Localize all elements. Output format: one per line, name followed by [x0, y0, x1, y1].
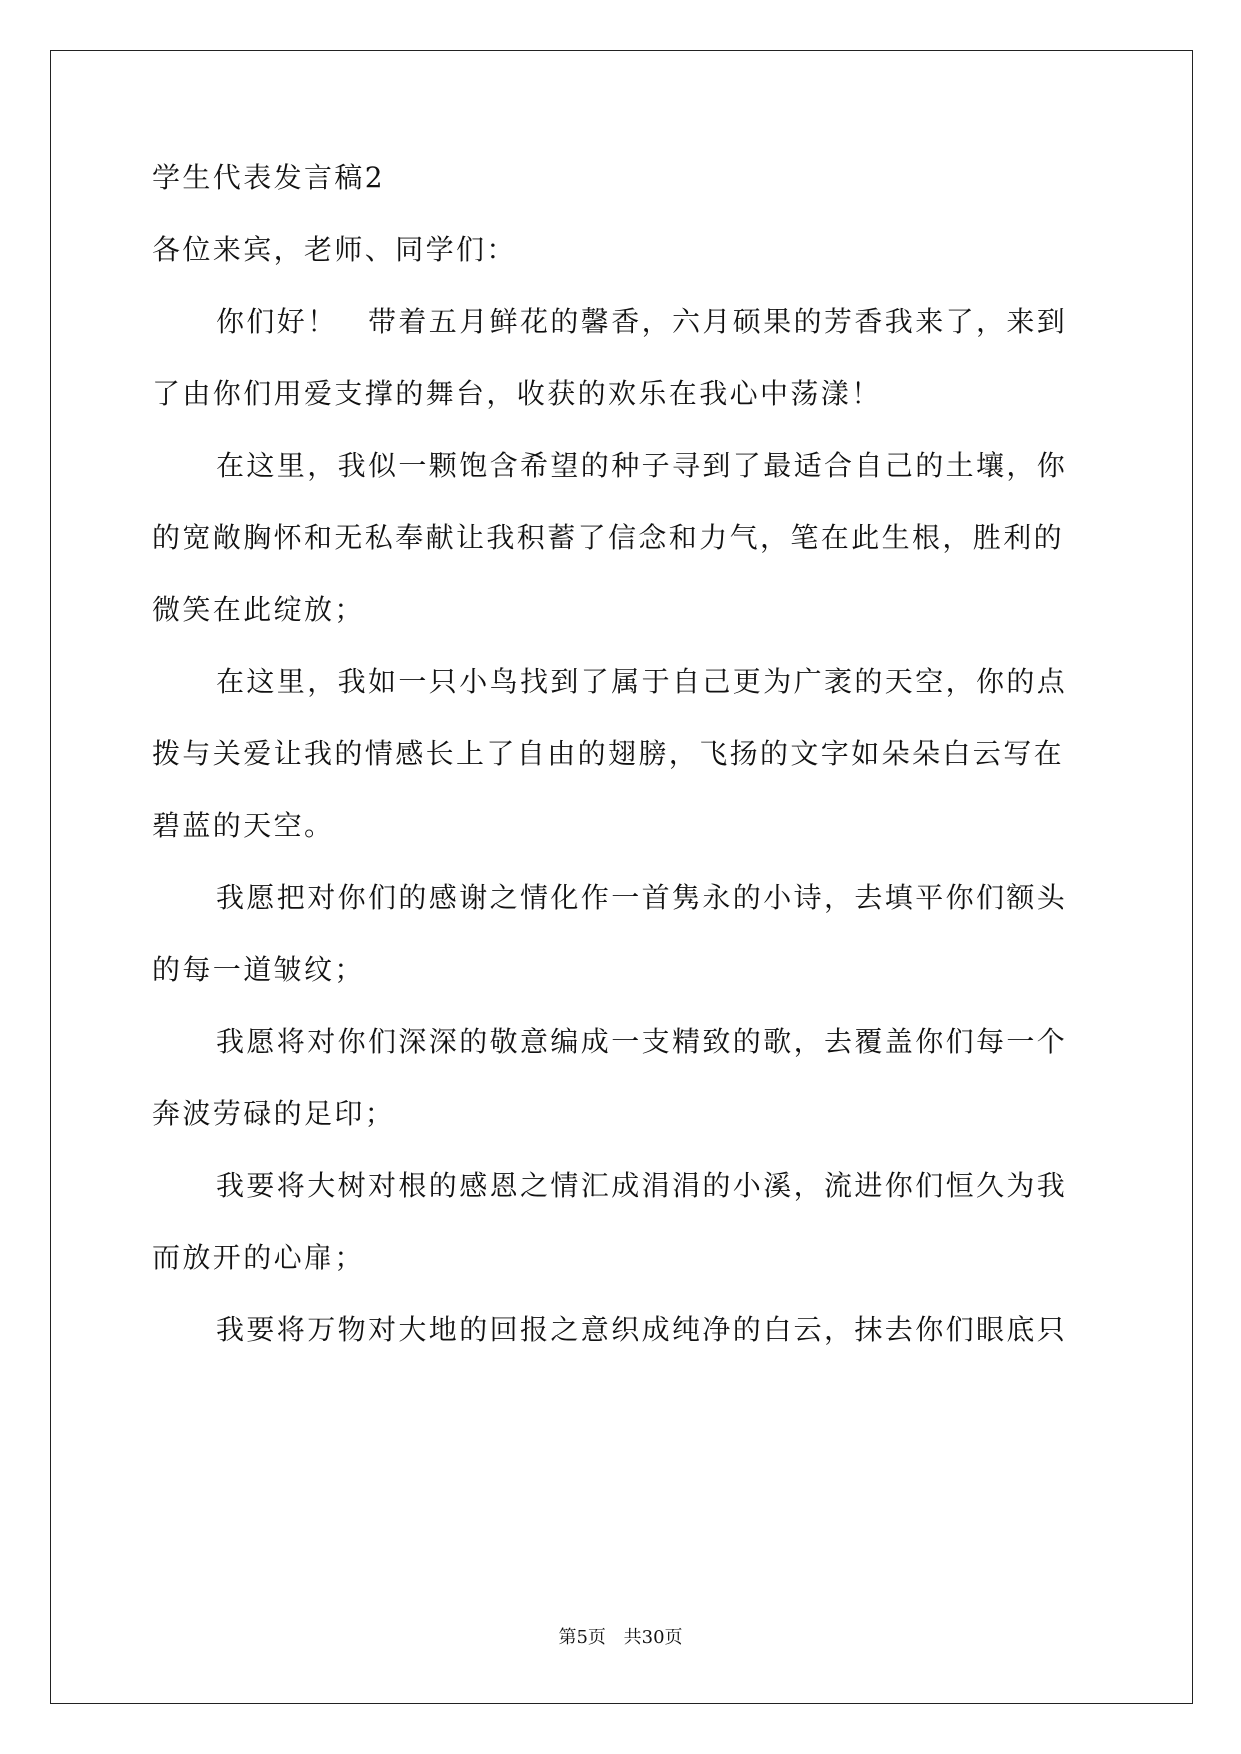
page-footer	[0, 1626, 1241, 1650]
paragraph-line: 的每一道皱纹；	[152, 953, 365, 986]
paragraph-line: 微笑在此绽放；	[152, 593, 365, 626]
paragraph-line: 拨与关爱让我的情感长上了自由的翅膀，飞扬的文字如朵朵白云写在	[152, 737, 1065, 770]
paragraph-line: 我要将大树对根的感恩之情汇成涓涓的小溪，流进你们恒久为我	[216, 1169, 1068, 1202]
paragraph-line: 了由你们用爱支撑的舞台，收获的欢乐在我心中荡漾！	[152, 377, 882, 410]
paragraph-line: 而放开的心扉；	[152, 1241, 365, 1274]
paragraph-line: 在这里，我似一颗饱含希望的种子寻到了最适合自己的土壤，你	[216, 449, 1068, 482]
document-title: 学生代表发言稿2	[152, 161, 386, 194]
paragraph-line: 我愿把对你们的感谢之情化作一首隽永的小诗，去填平你们额头	[216, 881, 1068, 914]
paragraph-line: 我要将万物对大地的回报之意织成纯净的白云，抹去你们眼底只	[216, 1313, 1068, 1346]
paragraph-line: 碧蓝的天空。	[152, 809, 335, 842]
paragraph-line: 我愿将对你们深深的敬意编成一支精致的歌，去覆盖你们每一个	[216, 1025, 1068, 1058]
salutation: 各位来宾，老师、同学们：	[152, 233, 517, 266]
paragraph-line: 奔波劳碌的足印；	[152, 1097, 396, 1130]
page-number: 第5页	[558, 1627, 606, 1648]
paragraph-line: 的宽敞胸怀和无私奉献让我积蓄了信念和力气，笔在此生根，胜利的	[152, 521, 1065, 554]
paragraph-line: 在这里，我如一只小鸟找到了属于自己更为广袤的天空，你的点	[216, 665, 1068, 698]
paragraph-line: 你们好！ 带着五月鲜花的馨香，六月硕果的芳香我来了，来到	[216, 305, 1068, 338]
total-pages: 共30页	[623, 1627, 683, 1648]
page-border	[50, 50, 1193, 1704]
